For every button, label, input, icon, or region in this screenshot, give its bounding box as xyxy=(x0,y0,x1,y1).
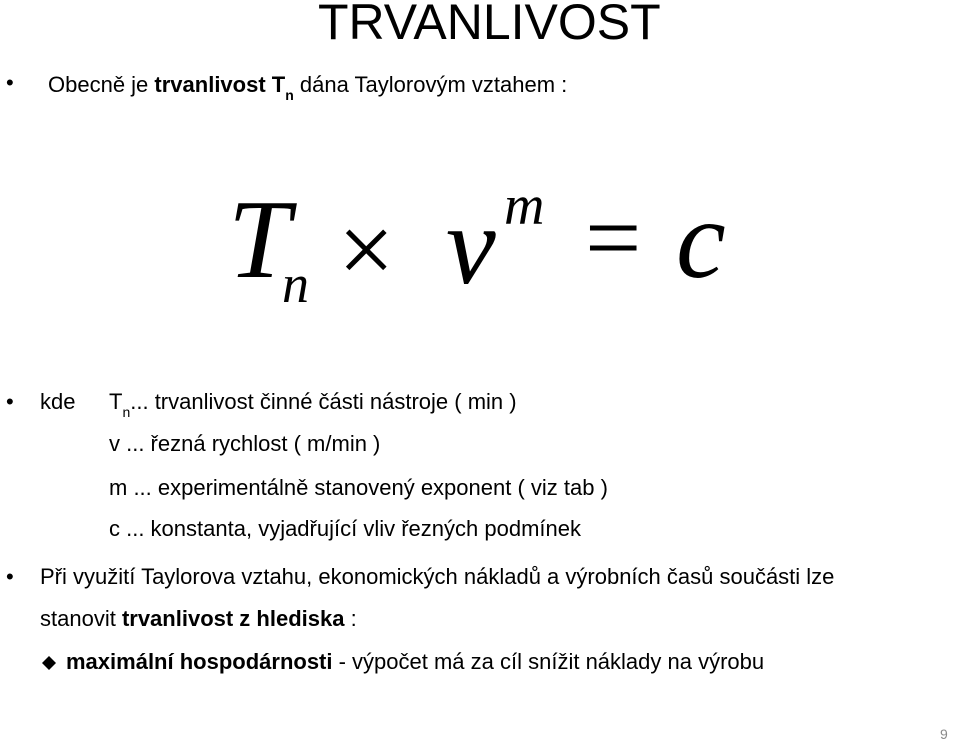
definition-c: c ... konstanta, vyjadřující vliv řezných podmínek xyxy=(109,516,581,541)
formula-equals: = xyxy=(585,182,642,293)
intro-subscript: n xyxy=(285,87,294,103)
intro-suffix: dána Taylorovým vztahem : xyxy=(293,72,568,97)
bullet-dot: • xyxy=(6,70,14,95)
formula-T: T xyxy=(228,178,291,302)
item-rest: - výpočet má za cíl snížit náklady na výrobu xyxy=(332,649,765,674)
formula-v: v xyxy=(446,184,496,308)
definition-v: v ... řezná rychlost ( m/min ) xyxy=(109,431,381,456)
diamond-bullet-icon xyxy=(42,656,56,670)
definition-t-subscript: n xyxy=(122,404,131,420)
formula-n: n xyxy=(282,254,309,314)
definition-t-text: ... trvanlivost činné části nástroje ( min ) xyxy=(130,389,517,414)
bullet-dot: • xyxy=(6,389,14,414)
item-bold: maximální hospodárnosti xyxy=(66,649,333,674)
intro-prefix: Obecně je xyxy=(48,72,155,97)
definition-m: m ... experimentálně stanovený exponent ( viz tab ) xyxy=(109,475,608,500)
definitions-kde: kde xyxy=(40,389,76,414)
definition-t-symbol: T xyxy=(109,389,123,414)
intro-bold: trvanlivost T xyxy=(154,72,286,97)
item-line xyxy=(66,649,764,675)
page-number: 9 xyxy=(940,726,948,742)
page-title: TRVANLIVOST xyxy=(318,0,661,50)
paragraph-line-1: Při využití Taylorova vztahu, ekonomických nákladů a výrobních časů součásti lze xyxy=(40,564,835,589)
formula-times: × xyxy=(338,194,395,305)
definition-tn xyxy=(109,389,517,420)
paragraph-bold: trvanlivost z hlediska xyxy=(121,606,345,631)
paragraph-line-2 xyxy=(40,606,357,632)
paragraph-prefix: stanovit xyxy=(40,606,122,631)
formula-m: m xyxy=(504,175,545,237)
bullet-dot: • xyxy=(6,564,14,589)
intro-line xyxy=(48,72,568,103)
formula-c: c xyxy=(676,178,726,302)
paragraph-suffix: : xyxy=(344,606,357,631)
